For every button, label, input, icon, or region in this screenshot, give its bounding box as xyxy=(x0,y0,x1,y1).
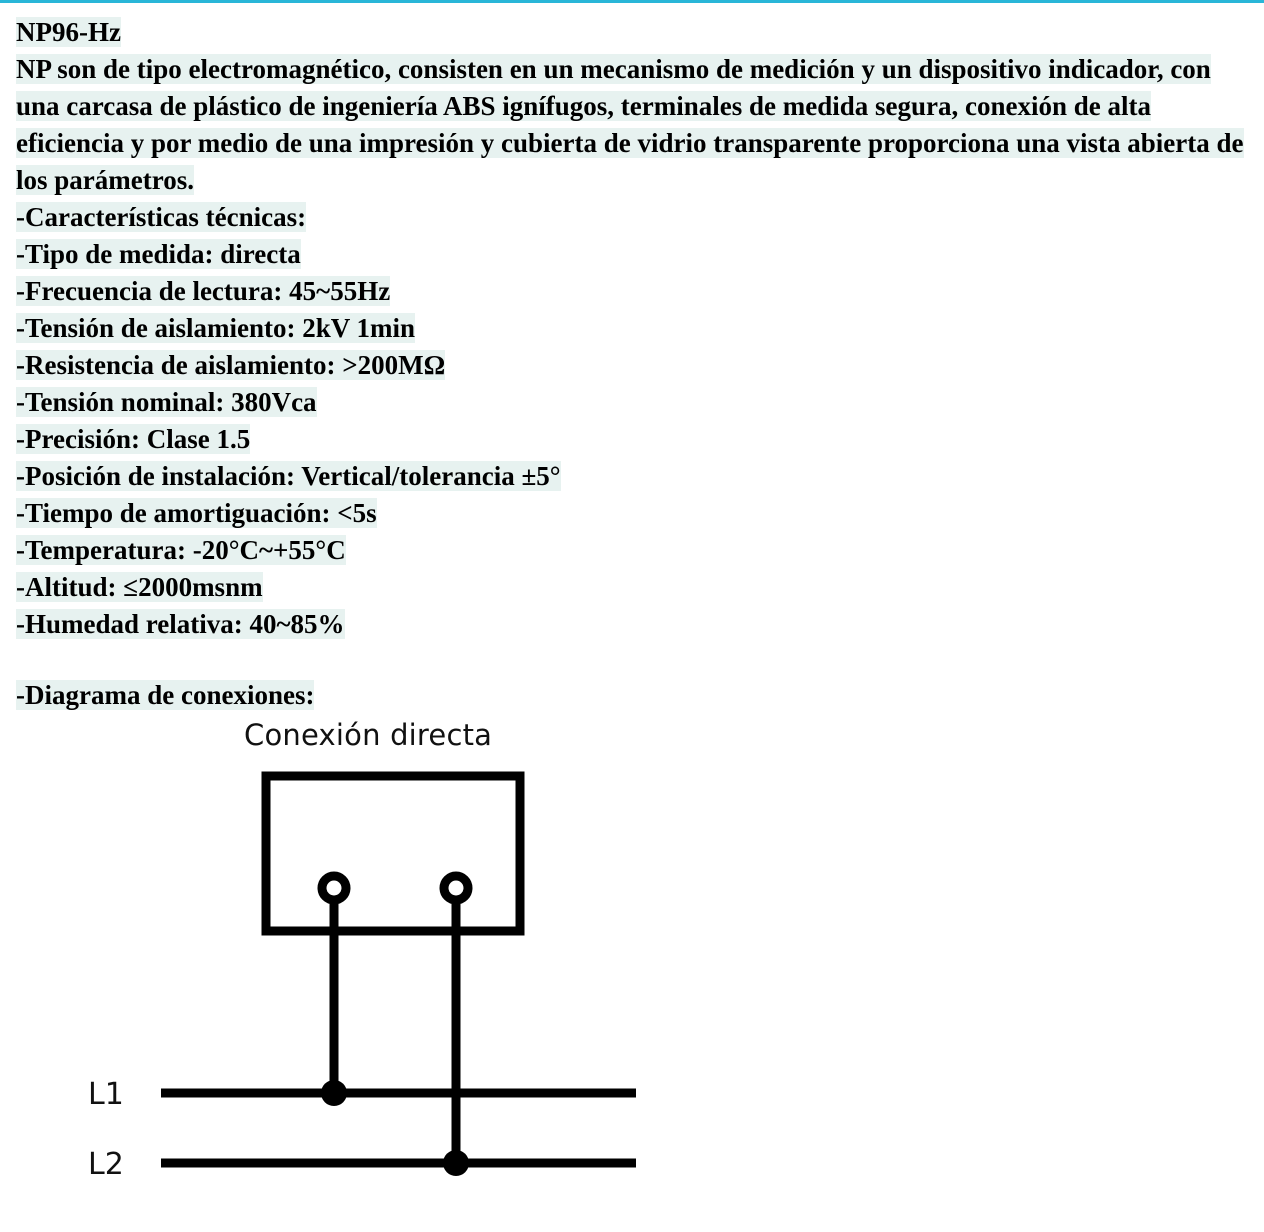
terminal-1-icon xyxy=(322,876,346,900)
spacer xyxy=(16,643,1256,677)
intro-paragraph xyxy=(16,51,1244,199)
spec-item: -Resistencia de aislamiento: >200MΩ xyxy=(16,350,446,380)
spec-item: -Humedad relativa: 40~85% xyxy=(16,609,345,639)
spec-item: -Tensión de aislamiento: 2kV 1min xyxy=(16,313,416,343)
spec-item: -Frecuencia de lectura: 45~55Hz xyxy=(16,276,391,306)
spec-item: -Altitud: ≤2000msnm xyxy=(16,572,263,602)
spec-item: -Tipo de medida: directa xyxy=(16,239,301,269)
wiring-diagram xyxy=(16,718,716,1218)
junction-l1-dot xyxy=(321,1080,347,1106)
label-l1: L1 xyxy=(88,1077,124,1112)
spec-item: -Tensión nominal: 380Vca xyxy=(16,387,317,417)
spec-item: -Características técnicas: xyxy=(16,202,307,232)
top-divider xyxy=(0,0,1264,3)
spec-item: -Precisión: Clase 1.5 xyxy=(16,424,251,454)
page-title-text: NP96-Hz xyxy=(16,17,121,47)
intro-text: NP son de tipo electromagnético, consisten en un mecanismo de medición y un dispositivo indicador, con una carcasa de plástico de ingeniería ABS ignífugos, terminales de medida segura, conexión de alta eficiencia y por medio de una impresión y cubierta de vidrio transparente proporciona una vista abierta de los parámetros. xyxy=(16,54,1244,195)
label-l2: L2 xyxy=(88,1147,124,1182)
spec-item: -Tiempo de amortiguación: <5s xyxy=(16,498,377,528)
spec-item: -Posición de instalación: Vertical/tolerancia ±5° xyxy=(16,461,561,491)
document-body xyxy=(16,14,1256,1218)
diagram-title: Conexión directa xyxy=(244,718,493,752)
diagram-heading: -Diagrama de conexiones: xyxy=(16,680,315,710)
page-title xyxy=(16,14,1256,51)
terminal-2-icon xyxy=(444,876,468,900)
meter-body-rect xyxy=(266,776,520,931)
spec-item: -Temperatura: -20°C~+55°C xyxy=(16,535,346,565)
junction-l2-dot xyxy=(443,1150,469,1176)
wiring-schematic-svg xyxy=(16,718,716,1218)
